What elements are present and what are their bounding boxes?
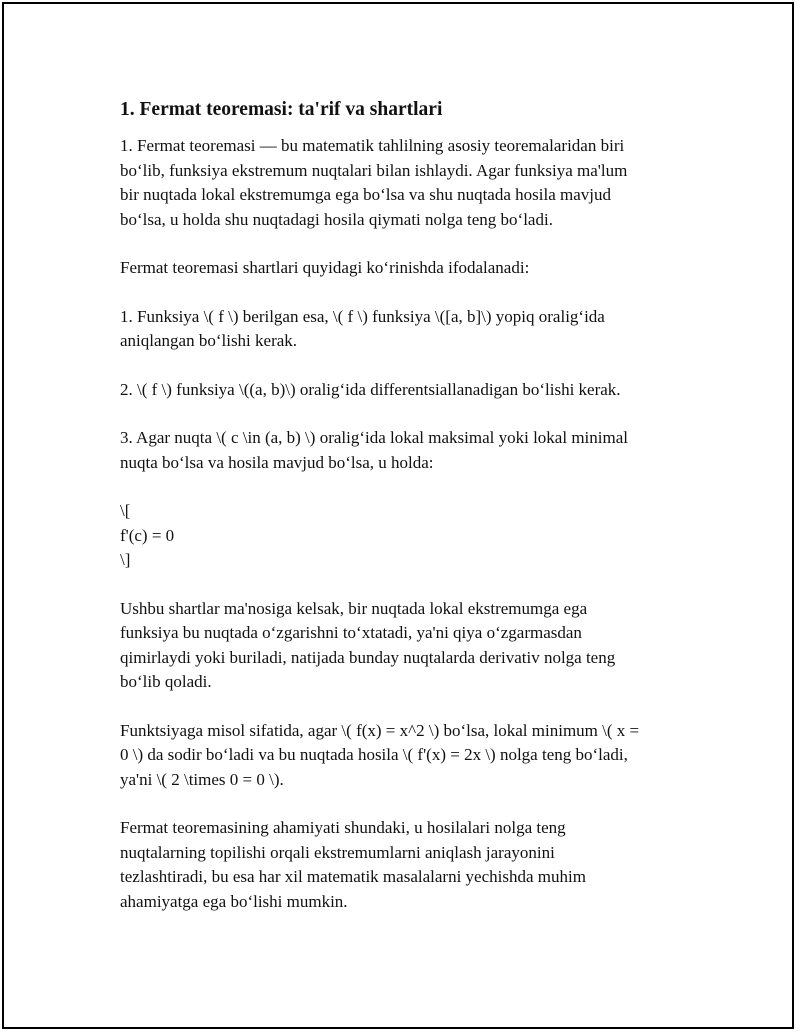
paragraph-example xyxy=(120,719,692,793)
text-line: bo‘lib qoladi. xyxy=(120,672,212,691)
text-line: ya'ni \( 2 \times 0 = 0 \). xyxy=(120,769,284,789)
document-body xyxy=(120,96,692,938)
text-line: 1. Fermat teoremasi — bu matematik tahlilning asosiy teoremalaridan biri xyxy=(120,136,625,155)
text-line: 1. Funksiya \( f \) berilgan esa, \( f \) funksiya \([a, b]\) yopiq oralig‘ida xyxy=(120,306,605,326)
text-line: aniqlangan bo‘lishi kerak. xyxy=(120,331,298,350)
paragraph-intro xyxy=(120,134,692,232)
text-line: 3. Agar nuqta \( c \in (a, b) \) oralig‘ida lokal maksimal yoki lokal minimal xyxy=(120,428,628,447)
text-line: Fermat teoremasi shartlari quyidagi ko‘rinishda ifodalanadi: xyxy=(120,258,530,277)
text-line: nuqtalarning topilishi orqali ekstremumlarni aniqlash jarayonini xyxy=(120,842,555,862)
paragraph-meaning xyxy=(120,597,692,695)
page-title: 1. Fermat teoremasi: ta'rif va shartlari xyxy=(120,99,443,120)
text-line: ahamiyatga ega bo‘lishi mumkin. xyxy=(120,891,348,911)
paragraph-significance xyxy=(120,816,692,914)
text-line: Fermat teoremasining ahamiyati shundaki, u hosilalari nolga teng xyxy=(120,818,566,837)
text-line: bo‘lib, funksiya ekstremum nuqtalari bilan ishlaydi. Agar funksiya ma'lum xyxy=(120,160,628,180)
formula-line: f'(c) = 0 xyxy=(120,525,175,545)
paragraph-formula xyxy=(120,499,692,573)
text-line: tezlashtiradi, bu esa har xil matematik masalalarni yechishda muhim xyxy=(120,867,586,886)
formula-open: \[ xyxy=(120,501,131,520)
text-line: 2. \( f \) funksiya \((a, b)\) oralig‘ida differentsiallanadigan bo‘lishi kerak. xyxy=(120,379,621,399)
text-line: Ushbu shartlar ma'nosiga kelsak, bir nuqtada lokal ekstremumga ega xyxy=(120,598,588,618)
text-line: nuqta bo‘lsa va hosila mavjud bo‘lsa, u holda: xyxy=(120,452,434,472)
text-line: qimirlaydi yoki buriladi, natijada bunday nuqtalarda derivativ nolga teng xyxy=(120,647,616,667)
text-line: bo‘lsa, u holda shu nuqtadagi hosila qiymati nolga teng bo‘ladi. xyxy=(120,209,553,229)
text-line: funksiya bu nuqtada o‘zgarishni to‘xtatadi, ya'ni qiya o‘zgarmasdan xyxy=(120,623,582,642)
text-line: Funktsiyaga misol sifatida, agar \( f(x) = x^2 \) bo‘lsa, lokal minimum \( x = xyxy=(120,720,640,740)
paragraph-conditions-intro xyxy=(120,256,692,281)
paragraph-condition-1 xyxy=(120,305,692,354)
page-frame xyxy=(2,2,794,1029)
text-line: bir nuqtada lokal ekstremumga ega bo‘lsa va shu nuqtada hosila mavjud xyxy=(120,185,611,204)
paragraph-condition-3 xyxy=(120,426,692,475)
paragraph-condition-2 xyxy=(120,378,692,403)
text-line: 0 \) da sodir bo‘ladi va bu nuqtada hosila \( f'(x) = 2x \) nolga teng bo‘ladi, xyxy=(120,745,628,764)
formula-close: \] xyxy=(120,550,131,569)
